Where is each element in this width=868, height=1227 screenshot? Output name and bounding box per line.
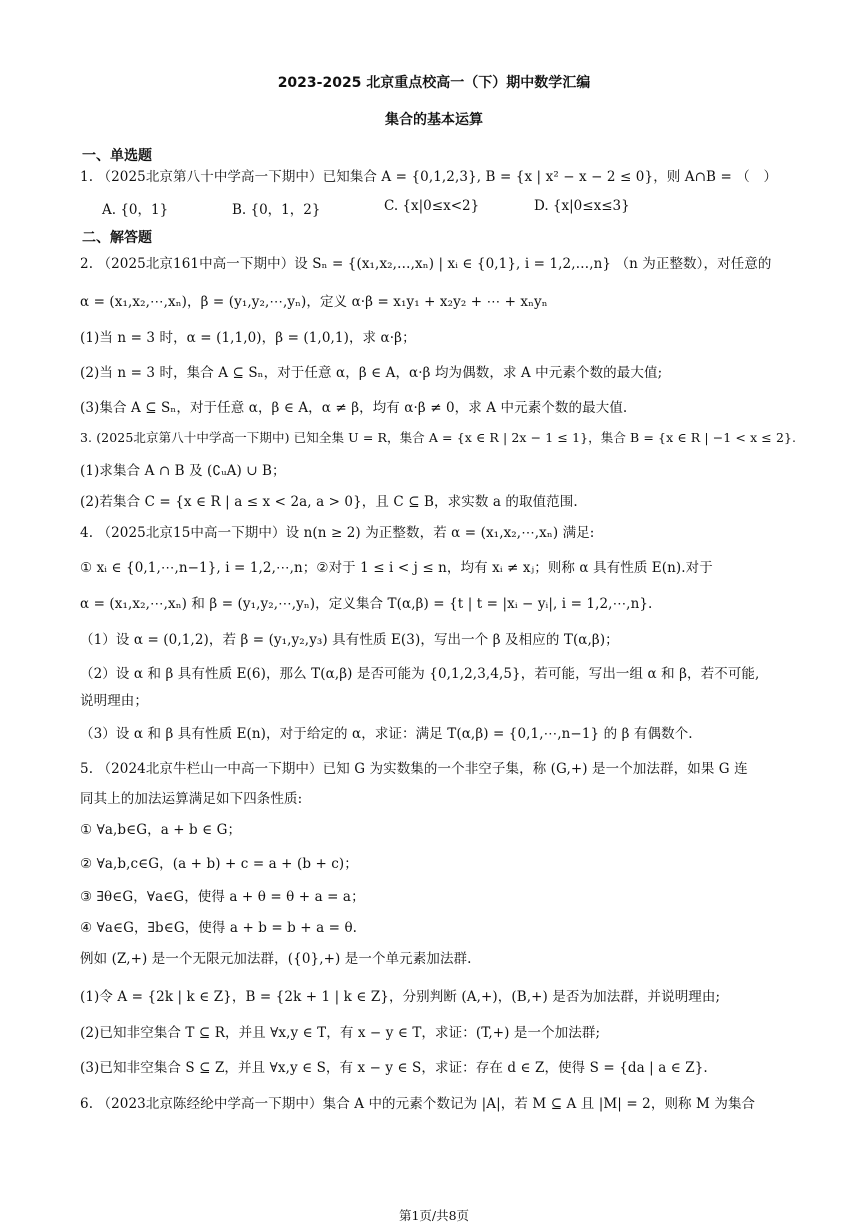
- question-1-option-d: D. {x|0≤x≤3}: [534, 198, 630, 214]
- question-5-line: ② ∀a,b,c∈G，(a + b) + c = a + (b + c)；: [80, 856, 358, 872]
- question-3-line: (1)求集合 A ∩ B 及 (∁ᵤA) ∪ B；: [80, 463, 286, 479]
- question-5-line: (1)令 A = {2k | k ∈ Z}，B = {2k + 1 | k ∈ Z}，分别判断 (A,+)，(B,+) 是否为加法群，并说明理由;: [80, 989, 721, 1005]
- question-2-line: 2. （2025北京161中高一下期中）设 Sₙ = {(x₁,x₂,…,xₙ) | xᵢ ∈ {0,1}, i = 1,2,…,n} （n 为正整数），对任意的: [80, 256, 772, 272]
- question-1-stem: 1. （2025北京第八十中学高一下期中）已知集合 A = {0,1,2,3}, B = {x | x² − x − 2 ≤ 0}，则 A∩B = （ ）: [80, 169, 778, 185]
- question-3-line: 3. (2025北京第八十中学高一下期中) 已知全集 U = R，集合 A = {x ∈ R | 2x − 1 ≤ 1}，集合 B = {x ∈ R | −1 < x ≤ 2}.: [80, 430, 797, 445]
- question-5-line: (2)已知非空集合 T ⊆ R，并且 ∀x,y ∈ T，有 x − y ∈ T，求证：(T,+) 是一个加法群;: [80, 1025, 601, 1041]
- question-4-line: 4. （2025北京15中高一下期中）设 n(n ≥ 2) 为正整数，若 α = (x₁,x₂,⋯,xₙ) 满足:: [80, 525, 595, 541]
- question-5-line: ④ ∀a∈G，∃b∈G，使得 a + b = b + a = θ.: [80, 920, 358, 936]
- page-number-footer: 第1页/共8页: [398, 1208, 470, 1223]
- question-4-line: （3）设 α 和 β 具有性质 E(n)，对于给定的 α，求证：满足 T(α,β) = {0,1,⋯,n−1} 的 β 有偶数个.: [80, 726, 693, 742]
- section-heading-answer: 二、解答题: [82, 230, 152, 246]
- question-6-line: 6. （2023北京陈经纶中学高一下期中）集合 A 中的元素个数记为 |A|，若 M ⊆ A 且 |M| = 2，则称 M 为集合: [80, 1096, 756, 1112]
- question-2-line: (3)集合 A ⊆ Sₙ，对于任意 α，β ∈ A，α ≠ β，均有 α·β ≠ 0，求 A 中元素个数的最大值.: [80, 400, 628, 416]
- question-2-line: (1)当 n = 3 时，α = (1,1,0)，β = (1,0,1)，求 α·β；: [80, 330, 416, 346]
- question-5-line: ① ∀a,b∈G，a + b ∈ G；: [80, 822, 242, 838]
- question-4-line: ① xᵢ ∈ {0,1,⋯,n−1}, i = 1,2,⋯,n；②对于 1 ≤ i < j ≤ n，均有 xᵢ ≠ xⱼ；则称 α 具有性质 E(n).对于: [80, 560, 713, 576]
- question-3-line: (2)若集合 C = {x ∈ R | a ≤ x < 2a, a > 0}，且 C ⊆ B，求实数 a 的取值范围.: [80, 494, 578, 510]
- question-4-line: 说明理由；: [80, 693, 148, 709]
- question-2-line: α = (x₁,x₂,⋯,xₙ)，β = (y₁,y₂,⋯,yₙ)，定义 α·β = x₁y₁ + x₂y₂ + ⋯ + xₙyₙ: [80, 294, 548, 310]
- question-5-line: 例如 (Z,+) 是一个无限元加法群，({0},+) 是一个单元素加法群.: [80, 951, 472, 967]
- document-title: 2023-2025 北京重点校高一（下）期中数学汇编: [277, 75, 591, 91]
- question-2-line: (2)当 n = 3 时，集合 A ⊆ Sₙ，对于任意 α，β ∈ A，α·β 均为偶数，求 A 中元素个数的最大值;: [80, 365, 663, 381]
- question-1-option-a: A. {0，1}: [102, 202, 169, 218]
- question-4-line: （2）设 α 和 β 具有性质 E(6)，那么 T(α,β) 是否可能为 {0,1,2,3,4,5}，若可能，写出一组 α 和 β，若不可能,: [80, 666, 760, 682]
- question-5-line: 5. （2024北京牛栏山一中高一下期中）已知 G 为实数集的一个非空子集，称 (G,+) 是一个加法群，如果 G 连: [80, 761, 748, 777]
- section-heading-single-choice: 一、单选题: [82, 148, 152, 164]
- document-subtitle: 集合的基本运算: [385, 112, 483, 128]
- question-5-line: ③ ∃θ∈G，∀a∈G，使得 a + θ = θ + a = a；: [80, 889, 365, 905]
- question-1-option-c: C. {x|0≤x<2}: [384, 198, 480, 214]
- question-4-line: （1）设 α = (0,1,2)，若 β = (y₁,y₂,y₃) 具有性质 E(3)，写出一个 β 及相应的 T(α,β)；: [80, 632, 619, 648]
- question-1-option-b: B. {0，1，2}: [232, 202, 321, 218]
- question-5-line: 同其上的加法运算满足如下四条性质:: [80, 791, 303, 807]
- question-5-line: (3)已知非空集合 S ⊆ Z，并且 ∀x,y ∈ S，有 x − y ∈ S，求证：存在 d ∈ Z，使得 S = {da | a ∈ Z}.: [80, 1060, 708, 1076]
- question-4-line: α = (x₁,x₂,⋯,xₙ) 和 β = (y₁,y₂,⋯,yₙ)，定义集合 T(α,β) = {t | t = |xᵢ − yᵢ|, i = 1,2,⋯,n}.: [80, 596, 653, 612]
